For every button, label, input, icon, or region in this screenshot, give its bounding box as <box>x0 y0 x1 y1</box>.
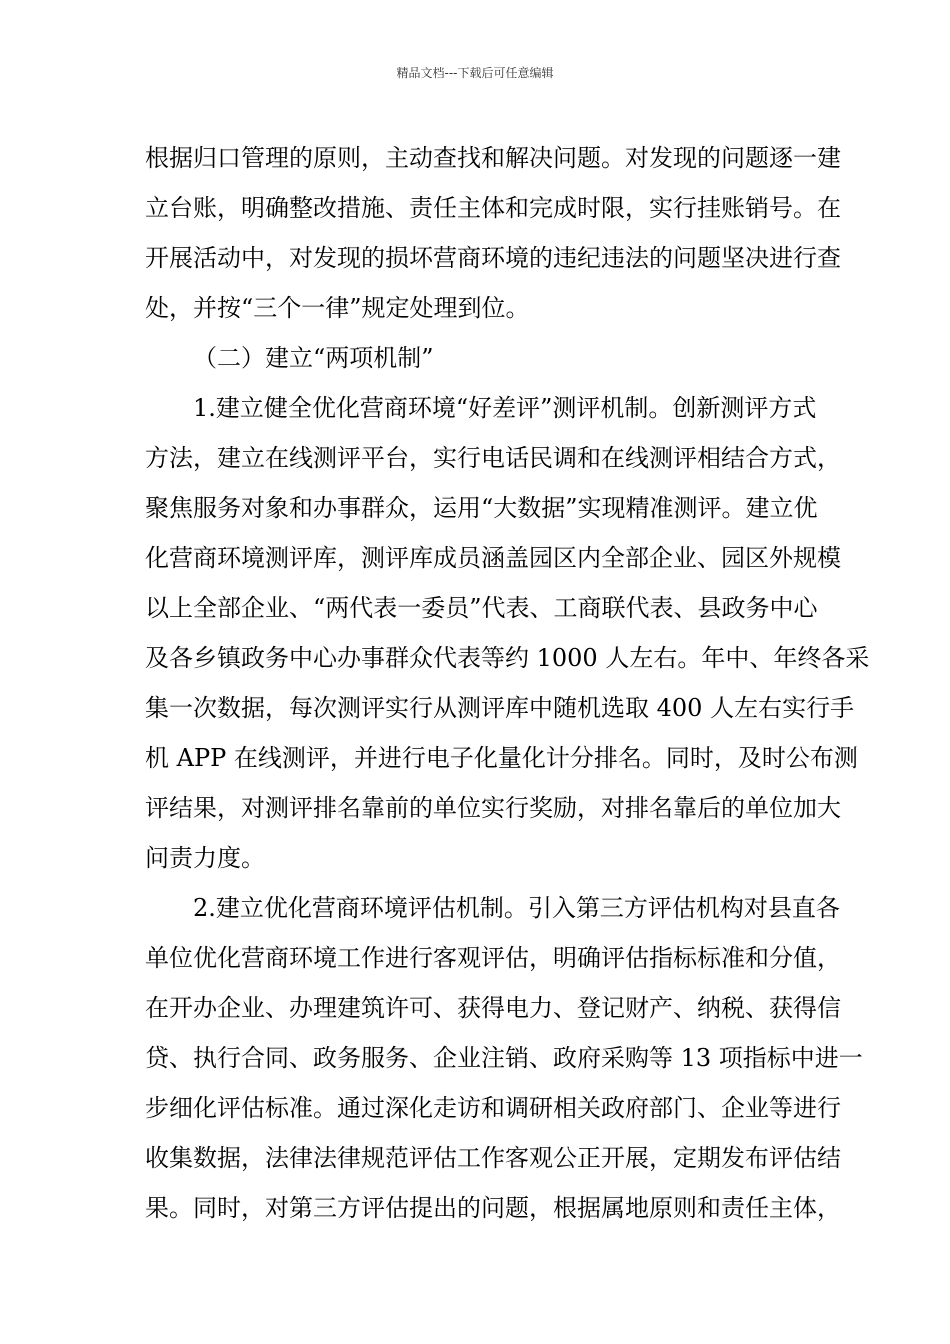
text-line: 开展活动中，对发现的损坏营商环境的违纪违法的问题坚决进行查 <box>145 244 841 272</box>
text-line: 化营商环境测评库，测评库成员涵盖园区内全部企业、园区外规模 <box>145 544 841 572</box>
text-line: 2.建立优化营商环境评估机制。引入第三方评估机构对县直各 <box>193 894 840 922</box>
text-line: 及各乡镇政务中心办事群众代表等约 1000 人左右。年中、年终各采 <box>145 644 870 672</box>
text-line: 处，并按“三个一律”规定处理到位。 <box>145 294 530 322</box>
text-line: 在开办企业、办理建筑许可、获得电力、登记财产、纳税、获得信 <box>145 994 841 1022</box>
text-line: 以上全部企业、“两代表一委员”代表、工商联代表、县政务中心 <box>145 594 818 622</box>
text-line: 方法，建立在线测评平台，实行电话民调和在线测评相结合方式， <box>145 444 841 472</box>
text-line: 立台账，明确整改措施、责任主体和完成时限，实行挂账销号。在 <box>145 194 841 222</box>
document-body <box>145 133 870 1233</box>
text-line: 果。同时，对第三方评估提出的问题，根据属地原则和责任主体， <box>145 1194 841 1222</box>
text-line: 集一次数据，每次测评实行从测评库中随机选取 400 人左右实行手 <box>145 694 855 722</box>
text-line: 收集数据，法律法律规范评估工作客观公正开展，定期发布评估结 <box>145 1144 841 1172</box>
text-line: （二）建立“两项机制” <box>193 344 434 372</box>
text-line: 贷、执行合同、政务服务、企业注销、政府采购等 13 项指标中进一 <box>145 1044 863 1072</box>
text-line: 聚焦服务对象和办事群众，运用“大数据”实现精准测评。建立优 <box>145 494 818 522</box>
text-line: 机 APP 在线测评，并进行电子化量化计分排名。同时，及时公布测 <box>145 744 858 772</box>
text-line: 根据归口管理的原则，主动查找和解决问题。对发现的问题逐一建 <box>145 144 841 172</box>
text-line: 1.建立健全优化营商环境“好差评”测评机制。创新测评方式 <box>193 394 817 422</box>
page-header: 精品文档---下载后可任意编辑 <box>396 66 554 80</box>
text-line: 问责力度。 <box>145 844 265 872</box>
text-line: 评结果，对测评排名靠前的单位实行奖励，对排名靠后的单位加大 <box>145 794 841 822</box>
text-line: 步细化评估标准。通过深化走访和调研相关政府部门、企业等进行 <box>145 1094 841 1122</box>
text-line: 单位优化营商环境工作进行客观评估，明确评估指标标准和分值， <box>145 944 841 972</box>
